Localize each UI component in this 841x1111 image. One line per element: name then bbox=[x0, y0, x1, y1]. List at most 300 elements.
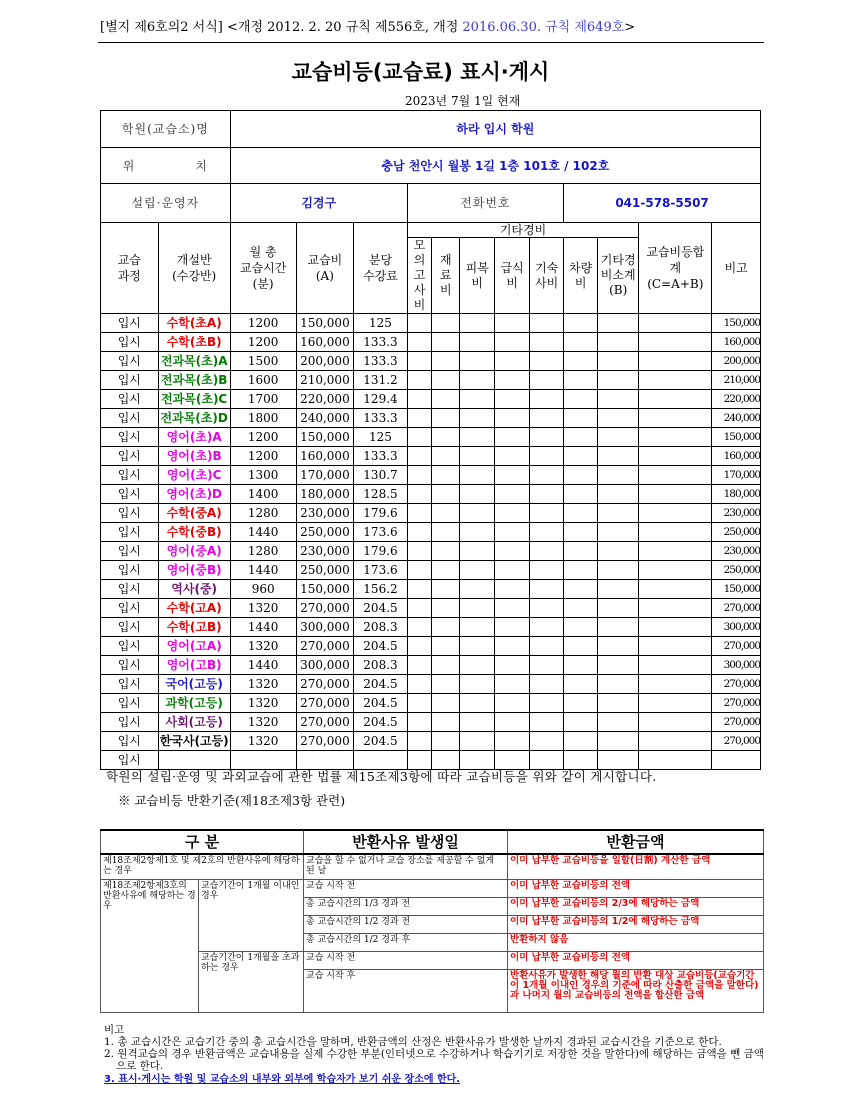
table-row bbox=[101, 409, 761, 428]
col-course: 교습 과정 bbox=[101, 223, 159, 314]
row-empty-cell bbox=[598, 523, 639, 542]
row-empty-cell bbox=[407, 371, 432, 390]
row-empty-cell bbox=[639, 352, 712, 371]
academy-name: 하라 입시 학원 bbox=[230, 111, 760, 148]
row-empty-cell bbox=[495, 409, 530, 428]
row-fee: 170,000 bbox=[296, 466, 354, 485]
row-fee: 160,000 bbox=[296, 447, 354, 466]
row-empty-cell bbox=[639, 637, 712, 656]
row-note: 180,000 bbox=[712, 485, 761, 504]
row-empty-cell bbox=[530, 732, 564, 751]
table-row bbox=[101, 732, 761, 751]
refund-r1-div: 제18조제2항제1호 및 제2호의 반환사유에 해당하는 경우 bbox=[101, 854, 304, 880]
row-note: 240,000 bbox=[712, 409, 761, 428]
row-empty-cell bbox=[598, 504, 639, 523]
row-empty-cell bbox=[598, 447, 639, 466]
row-empty-cell bbox=[432, 390, 460, 409]
refund-r2a-reason: 교습 시작 전 bbox=[304, 880, 508, 898]
row-empty-cell bbox=[495, 523, 530, 542]
row-empty-cell bbox=[564, 504, 598, 523]
row-class: 영어(초)C bbox=[158, 466, 230, 485]
row-empty-cell bbox=[460, 352, 495, 371]
row-empty-cell bbox=[432, 466, 460, 485]
row-empty-cell bbox=[432, 618, 460, 637]
row-fee: 300,000 bbox=[296, 656, 354, 675]
row-note: 270,000 bbox=[712, 713, 761, 732]
row-empty-cell bbox=[639, 485, 712, 504]
row-class: 전과목(초)C bbox=[158, 390, 230, 409]
row-empty-cell bbox=[639, 694, 712, 713]
table-row bbox=[101, 561, 761, 580]
row-per-min: 125 bbox=[354, 428, 408, 447]
row-per-min: 204.5 bbox=[354, 732, 408, 751]
row-per-min: 133.3 bbox=[354, 409, 408, 428]
row-empty-cell bbox=[407, 618, 432, 637]
row-empty-cell bbox=[432, 409, 460, 428]
row-per-min: 156.2 bbox=[354, 580, 408, 599]
row-empty-cell bbox=[432, 314, 460, 333]
table-row bbox=[101, 352, 761, 371]
row-class: 수학(중A) bbox=[158, 504, 230, 523]
refund-r1-reason: 교습을 할 수 없거나 교습 장소를 제공할 수 없게 된 날 bbox=[304, 854, 508, 880]
row-empty-cell bbox=[598, 561, 639, 580]
row-empty-cell bbox=[407, 466, 432, 485]
row-class: 영어(초)A bbox=[158, 428, 230, 447]
row-hours: 1440 bbox=[230, 523, 296, 542]
refund-r2b-reason: 총 교습시간의 1/3 경과 전 bbox=[304, 898, 508, 916]
row-empty-cell bbox=[407, 542, 432, 561]
date-label: 2023년 7월 1일 현재 bbox=[405, 94, 521, 108]
row-empty-cell bbox=[598, 390, 639, 409]
row-empty-cell bbox=[460, 314, 495, 333]
row-fee: 270,000 bbox=[296, 675, 354, 694]
row-empty-cell bbox=[495, 732, 530, 751]
row-per-min: 204.5 bbox=[354, 675, 408, 694]
row-empty-cell bbox=[407, 504, 432, 523]
row-course: 입시 bbox=[101, 637, 159, 656]
row-empty-cell bbox=[432, 561, 460, 580]
row-empty-cell bbox=[460, 523, 495, 542]
row-per-min: 204.5 bbox=[354, 637, 408, 656]
row-note: 270,000 bbox=[712, 675, 761, 694]
row-empty-cell bbox=[495, 390, 530, 409]
row-empty-cell bbox=[432, 713, 460, 732]
row-fee: 270,000 bbox=[296, 732, 354, 751]
row-empty-cell bbox=[407, 314, 432, 333]
row-class: 전과목(초)D bbox=[158, 409, 230, 428]
refund-r2f-amount: 반환사유가 발생한 해당 월의 반환 대상 교습비등(교습기간이 1개월 이내인 경우의 기준에 따라 산출한 금액을 말한다)과 나머지 월의 교습비등의 전액을 합산한 금액 bbox=[508, 970, 764, 1013]
row-note: 210,000 bbox=[712, 371, 761, 390]
row-empty-cell bbox=[530, 314, 564, 333]
row-note: 230,000 bbox=[712, 542, 761, 561]
row-empty-cell bbox=[598, 618, 639, 637]
row-empty-cell bbox=[460, 694, 495, 713]
row-course: 입시 bbox=[101, 542, 159, 561]
col-uniform: 피복 비 bbox=[460, 238, 495, 314]
refund-r2-sub1: 교습기간이 1개월 이내인 경우 bbox=[199, 880, 304, 952]
row-empty-cell bbox=[495, 352, 530, 371]
row-empty-cell bbox=[407, 447, 432, 466]
row-empty-cell bbox=[564, 409, 598, 428]
row-empty-cell bbox=[530, 523, 564, 542]
row-empty-cell bbox=[530, 599, 564, 618]
row-empty-cell bbox=[407, 428, 432, 447]
row-note: 270,000 bbox=[712, 732, 761, 751]
row-hours: 1300 bbox=[230, 466, 296, 485]
row-empty-cell bbox=[530, 675, 564, 694]
row-empty-cell bbox=[432, 599, 460, 618]
row-empty-cell bbox=[432, 542, 460, 561]
row-empty-cell bbox=[495, 637, 530, 656]
row-empty-cell bbox=[598, 352, 639, 371]
row-note: 270,000 bbox=[712, 599, 761, 618]
col-vehicle: 차량 비 bbox=[564, 238, 598, 314]
row-hours: 1200 bbox=[230, 333, 296, 352]
row-class: 영어(초)B bbox=[158, 447, 230, 466]
refund-title: ※ 교습비등 반환기준(제18조제3항 관련) bbox=[118, 793, 346, 808]
phone-value: 041-578-5507 bbox=[564, 184, 761, 223]
row-fee: 230,000 bbox=[296, 542, 354, 561]
row-empty-cell bbox=[407, 485, 432, 504]
row-class: 국어(고등) bbox=[158, 675, 230, 694]
row-per-min: 208.3 bbox=[354, 618, 408, 637]
row-course: 입시 bbox=[101, 675, 159, 694]
refund-r2-sub2: 교습기간이 1개월을 초과하는 경우 bbox=[199, 952, 304, 1013]
row-empty-cell bbox=[530, 409, 564, 428]
row-empty-cell bbox=[407, 561, 432, 580]
row-empty-cell bbox=[564, 580, 598, 599]
row-fee: 180,000 bbox=[296, 485, 354, 504]
table-row bbox=[101, 656, 761, 675]
row-course: 입시 bbox=[101, 561, 159, 580]
row-empty-cell bbox=[495, 599, 530, 618]
row-empty-cell bbox=[407, 523, 432, 542]
row-course: 입시 bbox=[101, 751, 159, 770]
table-row bbox=[101, 542, 761, 561]
row-per-min: 179.6 bbox=[354, 504, 408, 523]
col-other-group: 기타경비 bbox=[407, 223, 639, 238]
row-course: 입시 bbox=[101, 390, 159, 409]
row-class: 수학(초A) bbox=[158, 314, 230, 333]
col-dorm: 기숙 사비 bbox=[530, 238, 564, 314]
row-empty-cell bbox=[639, 428, 712, 447]
row-class: 전과목(초)B bbox=[158, 371, 230, 390]
col-mock: 모 의 고 사 비 bbox=[407, 238, 432, 314]
row-per-min: 133.3 bbox=[354, 447, 408, 466]
row-empty-cell bbox=[564, 656, 598, 675]
row-fee: 150,000 bbox=[296, 428, 354, 447]
row-fee: 300,000 bbox=[296, 618, 354, 637]
row-empty-cell bbox=[407, 713, 432, 732]
row-empty-cell bbox=[530, 428, 564, 447]
row-empty-cell bbox=[530, 390, 564, 409]
row-empty-cell bbox=[639, 504, 712, 523]
row-empty-cell bbox=[432, 333, 460, 352]
row-class: 영어(중B) bbox=[158, 561, 230, 580]
row-class: 사회(고등) bbox=[158, 713, 230, 732]
row-empty-cell bbox=[530, 561, 564, 580]
row-fee: 160,000 bbox=[296, 333, 354, 352]
row-note: 150,000 bbox=[712, 428, 761, 447]
row-course: 입시 bbox=[101, 523, 159, 542]
row-hours: 1320 bbox=[230, 694, 296, 713]
form-header: [별지 제6호의2 서식] <개정 2012. 2. 20 규칙 제556호, 개정 2016.06.30. 규칙 제649호> bbox=[100, 20, 636, 35]
row-per-min: 131.2 bbox=[354, 371, 408, 390]
table-row bbox=[101, 447, 761, 466]
row-hours: 1800 bbox=[230, 409, 296, 428]
row-empty-cell bbox=[564, 371, 598, 390]
row-per-min: 129.4 bbox=[354, 390, 408, 409]
refund-table bbox=[100, 829, 764, 1013]
phone-label: 전화번호 bbox=[407, 184, 563, 223]
row-per-min: 204.5 bbox=[354, 599, 408, 618]
row-note: 160,000 bbox=[712, 333, 761, 352]
row-empty-cell bbox=[495, 656, 530, 675]
row-empty-cell bbox=[432, 352, 460, 371]
row-hours: 1500 bbox=[230, 352, 296, 371]
row-course: 입시 bbox=[101, 409, 159, 428]
row-empty-cell bbox=[639, 333, 712, 352]
row-hours: 1320 bbox=[230, 732, 296, 751]
row-hours: 1700 bbox=[230, 390, 296, 409]
row-empty-cell bbox=[460, 542, 495, 561]
row-class: 역사(중) bbox=[158, 580, 230, 599]
refund-r2d-reason: 총 교습시간의 1/2 경과 후 bbox=[304, 934, 508, 952]
col-note: 비고 bbox=[712, 223, 761, 314]
row-empty-cell bbox=[639, 675, 712, 694]
row-empty-cell bbox=[639, 618, 712, 637]
row-note: 300,000 bbox=[712, 618, 761, 637]
row-hours: 1200 bbox=[230, 447, 296, 466]
row-empty-cell bbox=[564, 618, 598, 637]
refund-r2c-amount: 이미 납부한 교습비등의 1/2에 해당하는 금액 bbox=[508, 916, 764, 934]
row-empty-cell bbox=[639, 580, 712, 599]
row-empty-cell bbox=[639, 523, 712, 542]
note-3: 3. 표시·게시는 학원 및 교습소의 내부와 외부에 학습자가 보기 쉬운 장소에 한다. bbox=[104, 1074, 461, 1085]
row-empty-cell bbox=[639, 732, 712, 751]
row-empty-cell bbox=[432, 428, 460, 447]
table-row bbox=[101, 390, 761, 409]
row-empty-cell bbox=[407, 694, 432, 713]
row-empty-cell bbox=[432, 447, 460, 466]
row-empty-cell bbox=[530, 542, 564, 561]
row-hours: 1280 bbox=[230, 542, 296, 561]
row-empty-cell bbox=[564, 732, 598, 751]
row-empty-cell bbox=[564, 542, 598, 561]
row-note: 270,000 bbox=[712, 637, 761, 656]
row-empty-cell bbox=[460, 428, 495, 447]
row-empty-cell bbox=[530, 352, 564, 371]
fee-table bbox=[100, 110, 761, 770]
row-empty-cell bbox=[564, 637, 598, 656]
row-empty-cell bbox=[564, 523, 598, 542]
row-empty-cell bbox=[530, 371, 564, 390]
row-empty-cell bbox=[564, 447, 598, 466]
refund-r1-amount: 이미 납부한 교습비등을 일할(日割) 계산한 금액 bbox=[508, 854, 764, 880]
table-row bbox=[101, 523, 761, 542]
row-note: 150,000 bbox=[712, 314, 761, 333]
row-class: 수학(고A) bbox=[158, 599, 230, 618]
row-empty-cell bbox=[564, 713, 598, 732]
row-empty-cell bbox=[432, 694, 460, 713]
refund-r2e-reason: 교습 시작 전 bbox=[304, 952, 508, 970]
row-empty-cell bbox=[495, 542, 530, 561]
refund-head-div: 구 분 bbox=[101, 830, 304, 854]
row-empty-cell bbox=[407, 599, 432, 618]
row-course: 입시 bbox=[101, 447, 159, 466]
row-note: 230,000 bbox=[712, 504, 761, 523]
refund-r2f-reason: 교습 시작 후 bbox=[304, 970, 508, 1013]
notes-label: 비고 bbox=[104, 1024, 125, 1036]
row-course: 입시 bbox=[101, 656, 159, 675]
row-note: 160,000 bbox=[712, 447, 761, 466]
table-row bbox=[101, 314, 761, 333]
row-empty-cell bbox=[460, 447, 495, 466]
row-course: 입시 bbox=[101, 333, 159, 352]
row-empty-cell bbox=[598, 713, 639, 732]
col-per-min: 분당 수강료 bbox=[354, 223, 408, 314]
row-empty-cell bbox=[432, 732, 460, 751]
table-row bbox=[101, 637, 761, 656]
row-class: 영어(고B) bbox=[158, 656, 230, 675]
row-course: 입시 bbox=[101, 466, 159, 485]
row-empty-cell bbox=[564, 466, 598, 485]
row-empty-cell bbox=[432, 371, 460, 390]
row-empty-cell bbox=[598, 732, 639, 751]
row-per-min: 208.3 bbox=[354, 656, 408, 675]
row-note: 300,000 bbox=[712, 656, 761, 675]
row-fee: 230,000 bbox=[296, 504, 354, 523]
row-course: 입시 bbox=[101, 371, 159, 390]
row-empty-cell bbox=[407, 352, 432, 371]
row-empty-cell bbox=[432, 504, 460, 523]
row-empty-cell bbox=[598, 542, 639, 561]
row-empty-cell bbox=[432, 675, 460, 694]
row-empty-cell bbox=[564, 485, 598, 504]
refund-r2d-amount: 반환하지 않음 bbox=[508, 934, 764, 952]
row-empty-cell bbox=[495, 371, 530, 390]
row-fee: 220,000 bbox=[296, 390, 354, 409]
row-course: 입시 bbox=[101, 694, 159, 713]
row-empty-cell bbox=[530, 580, 564, 599]
col-hours: 월 총 교습시간 (분) bbox=[230, 223, 296, 314]
col-class: 개설반 (수강반) bbox=[158, 223, 230, 314]
row-empty-cell bbox=[460, 732, 495, 751]
col-other-subtotal: 기타경 비소계 (B) bbox=[598, 238, 639, 314]
location-value: 충남 천안시 월봉 1길 1층 101호 / 102호 bbox=[230, 148, 760, 184]
row-class: 영어(중A) bbox=[158, 542, 230, 561]
row-course: 입시 bbox=[101, 352, 159, 371]
row-empty-cell bbox=[598, 637, 639, 656]
row-empty-cell bbox=[495, 485, 530, 504]
row-empty-cell bbox=[564, 333, 598, 352]
row-empty-cell bbox=[495, 694, 530, 713]
row-empty-cell bbox=[407, 732, 432, 751]
table-row bbox=[101, 371, 761, 390]
refund-r2c-reason: 총 교습시간의 1/2 경과 전 bbox=[304, 916, 508, 934]
row-fee: 270,000 bbox=[296, 694, 354, 713]
row-empty-cell bbox=[495, 504, 530, 523]
row-empty-cell bbox=[598, 675, 639, 694]
row-empty-cell bbox=[598, 371, 639, 390]
row-empty-cell bbox=[598, 409, 639, 428]
row-empty-cell bbox=[460, 637, 495, 656]
row-note: 220,000 bbox=[712, 390, 761, 409]
row-empty-cell bbox=[460, 580, 495, 599]
row-empty-cell bbox=[530, 333, 564, 352]
row-empty-cell bbox=[460, 713, 495, 732]
row-empty-cell bbox=[407, 333, 432, 352]
table-row bbox=[101, 675, 761, 694]
col-total: 교습비등합 계 (C=A+B) bbox=[639, 223, 712, 314]
row-hours: 1200 bbox=[230, 314, 296, 333]
operator-value: 김경구 bbox=[230, 184, 407, 223]
col-fee: 교습비 (A) bbox=[296, 223, 354, 314]
table-row bbox=[101, 504, 761, 523]
row-fee: 270,000 bbox=[296, 599, 354, 618]
row-empty-cell bbox=[460, 333, 495, 352]
row-empty-cell bbox=[530, 618, 564, 637]
row-empty-cell bbox=[407, 637, 432, 656]
row-empty-cell bbox=[530, 694, 564, 713]
row-empty-cell bbox=[460, 466, 495, 485]
row-empty-cell bbox=[598, 466, 639, 485]
row-course: 입시 bbox=[101, 599, 159, 618]
row-empty-cell bbox=[432, 523, 460, 542]
row-hours: 1440 bbox=[230, 561, 296, 580]
row-class: 수학(중B) bbox=[158, 523, 230, 542]
row-empty-cell bbox=[639, 599, 712, 618]
row-course: 입시 bbox=[101, 485, 159, 504]
row-empty-cell bbox=[432, 637, 460, 656]
row-per-min: 130.7 bbox=[354, 466, 408, 485]
row-fee: 250,000 bbox=[296, 523, 354, 542]
row-hours: 1320 bbox=[230, 713, 296, 732]
row-empty-cell bbox=[530, 504, 564, 523]
row-fee: 270,000 bbox=[296, 637, 354, 656]
row-empty-cell bbox=[598, 694, 639, 713]
row-empty-cell bbox=[564, 599, 598, 618]
row-note: 270,000 bbox=[712, 694, 761, 713]
row-class: 수학(고B) bbox=[158, 618, 230, 637]
row-hours: 1440 bbox=[230, 656, 296, 675]
location-label: 위 치 bbox=[101, 148, 231, 184]
row-empty-cell bbox=[407, 390, 432, 409]
table-row bbox=[101, 485, 761, 504]
table-row bbox=[101, 333, 761, 352]
row-note: 170,000 bbox=[712, 466, 761, 485]
row-empty-cell bbox=[460, 409, 495, 428]
row-empty-cell bbox=[460, 675, 495, 694]
operator-label: 설립·운영자 bbox=[101, 184, 231, 223]
row-course: 입시 bbox=[101, 428, 159, 447]
row-hours: 1600 bbox=[230, 371, 296, 390]
row-empty-cell bbox=[598, 314, 639, 333]
row-course: 입시 bbox=[101, 713, 159, 732]
row-empty-cell bbox=[407, 656, 432, 675]
row-empty-cell bbox=[530, 466, 564, 485]
row-empty-cell bbox=[639, 371, 712, 390]
row-empty-cell bbox=[460, 485, 495, 504]
row-empty-cell bbox=[564, 352, 598, 371]
note-1: 1. 총 교습시간은 교습기간 중의 총 교습시간을 말하며, 반환금액의 산정은 반환사유가 발생한 날까지 경과된 교습시간을 기준으로 한다. bbox=[104, 1036, 722, 1048]
row-fee: 150,000 bbox=[296, 314, 354, 333]
table-row bbox=[101, 580, 761, 599]
row-empty-cell bbox=[530, 447, 564, 466]
row-class: 수학(초B) bbox=[158, 333, 230, 352]
row-empty-cell bbox=[530, 713, 564, 732]
row-per-min: 128.5 bbox=[354, 485, 408, 504]
